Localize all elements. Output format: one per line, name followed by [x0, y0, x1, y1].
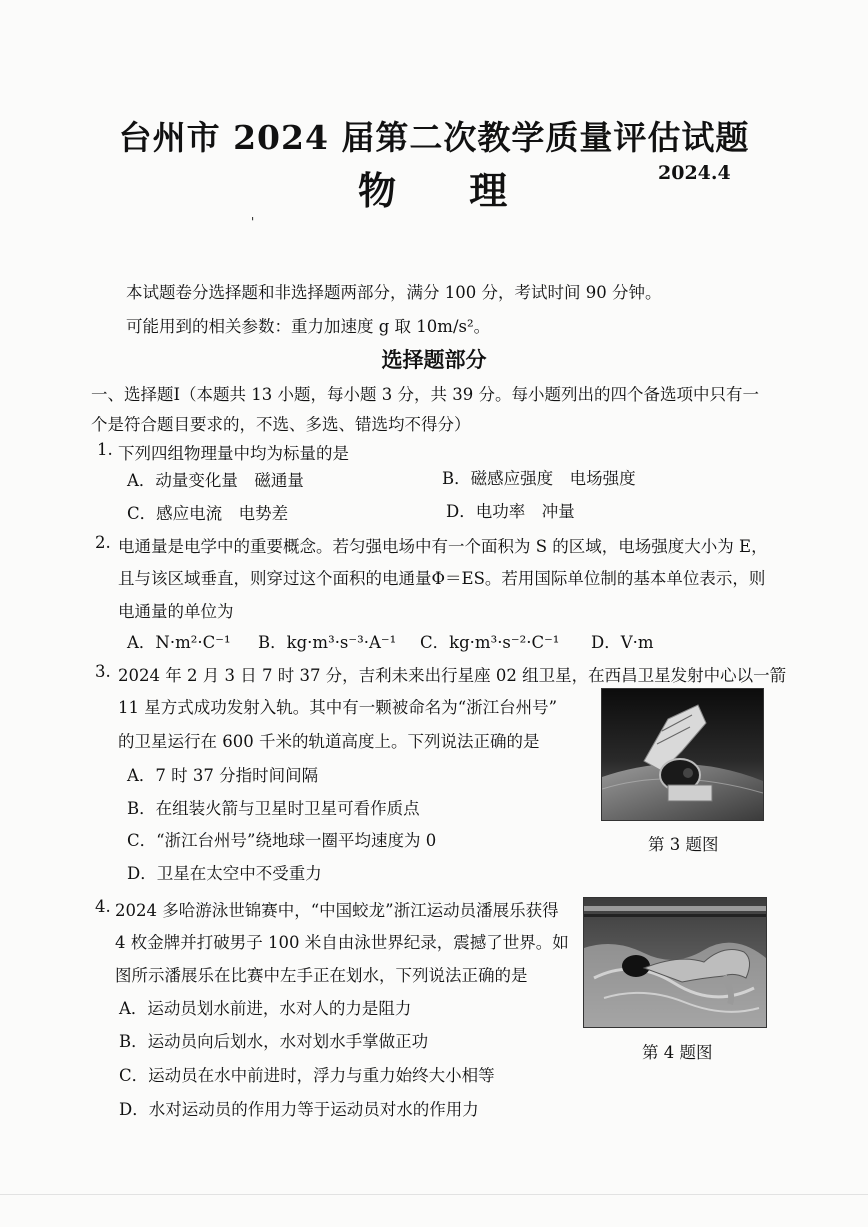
section-title: 选择题部分: [381, 347, 487, 372]
option-a: A．N·m²·C⁻¹: [127, 633, 231, 652]
option-d: D．卫星在太空中不受重力: [127, 864, 322, 883]
figure-caption: 第 4 题图: [642, 1043, 713, 1062]
question-text: 且与该区域垂直，则穿过这个面积的电通量Φ＝ES。若用国际单位制的基本单位表示，则: [118, 569, 766, 588]
option-d: D．电功率 冲量: [446, 502, 575, 521]
question-number: 1.: [97, 440, 113, 459]
question-text: 2024 多哈游泳世锦赛中，“中国蛟龙”浙江运动员潘展乐获得: [115, 901, 559, 920]
question-number: 2.: [95, 533, 111, 552]
section-instructions-1: 一、选择题Ⅰ（本题共 13 小题，每小题 3 分，共 39 分。每小题列出的四个备选项中只有一: [91, 385, 759, 404]
stray-mark: ': [251, 215, 255, 229]
swimmer-photo: [583, 897, 767, 1028]
option-a: A．7 时 37 分指时间间隔: [127, 766, 319, 785]
option-a: A．运动员划水前进，水对人的力是阻力: [119, 999, 412, 1018]
option-a: A．动量变化量 磁通量: [127, 471, 304, 490]
option-c: C．感应电流 电势差: [127, 504, 289, 523]
question-text: 的卫星运行在 600 千米的轨道高度上。下列说法正确的是: [118, 732, 540, 751]
option-b: B．kg·m³·s⁻³·A⁻¹: [258, 633, 397, 652]
exam-date: 2024.4: [658, 162, 731, 184]
question-text: 2024 年 2 月 3 日 7 时 37 分，吉利未来出行星座 02 组卫星，在西昌卫星发射中心以一箭: [118, 666, 787, 685]
question-text: 11 星方式成功发射入轨。其中有一颗被命名为“浙江台州号”: [118, 698, 558, 717]
option-b: B．在组装火箭与卫星时卫星可看作质点: [127, 799, 420, 818]
option-b: B．磁感应强度 电场强度: [442, 469, 636, 488]
question-text: 4 枚金牌并打破男子 100 米自由泳世界纪录，震撼了世界。如: [115, 933, 569, 952]
subject-title: 物 理: [358, 168, 508, 213]
option-c: C．“浙江台州号”绕地球一圈平均速度为 0: [127, 831, 437, 850]
question-text: 图所示潘展乐在比赛中左手正在划水，下列说法正确的是: [115, 966, 528, 985]
question-text: 电通量是电学中的重要概念。若匀强电场中有一个面积为 S 的区域，电场强度大小为 E，: [118, 537, 768, 556]
satellite-photo: [601, 688, 764, 821]
option-c: C．运动员在水中前进时，浮力与重力始终大小相等: [119, 1066, 495, 1085]
question-text: 电通量的单位为: [118, 602, 234, 621]
question-number: 4.: [95, 897, 111, 916]
intro-line-2: 可能用到的相关参数：重力加速度 g 取 10m/s²。: [126, 317, 491, 336]
figure-caption: 第 3 题图: [648, 835, 719, 854]
option-d: D．V·m: [591, 633, 654, 652]
section-instructions-2: 个是符合题目要求的，不选、多选、错选均不得分）: [91, 415, 471, 434]
intro-line-1: 本试题卷分选择题和非选择题两部分，满分 100 分，考试时间 90 分钟。: [126, 283, 662, 302]
question-text: 下列四组物理量中均为标量的是: [118, 444, 349, 463]
exam-title: 台州市 2024 届第二次教学质量评估试题: [118, 118, 750, 157]
question-number: 3.: [95, 662, 111, 681]
page-edge: [0, 1194, 868, 1195]
option-c: C．kg·m³·s⁻²·C⁻¹: [420, 633, 560, 652]
option-b: B．运动员向后划水，水对划水手掌做正功: [119, 1032, 429, 1051]
option-d: D．水对运动员的作用力等于运动员对水的作用力: [119, 1100, 479, 1119]
